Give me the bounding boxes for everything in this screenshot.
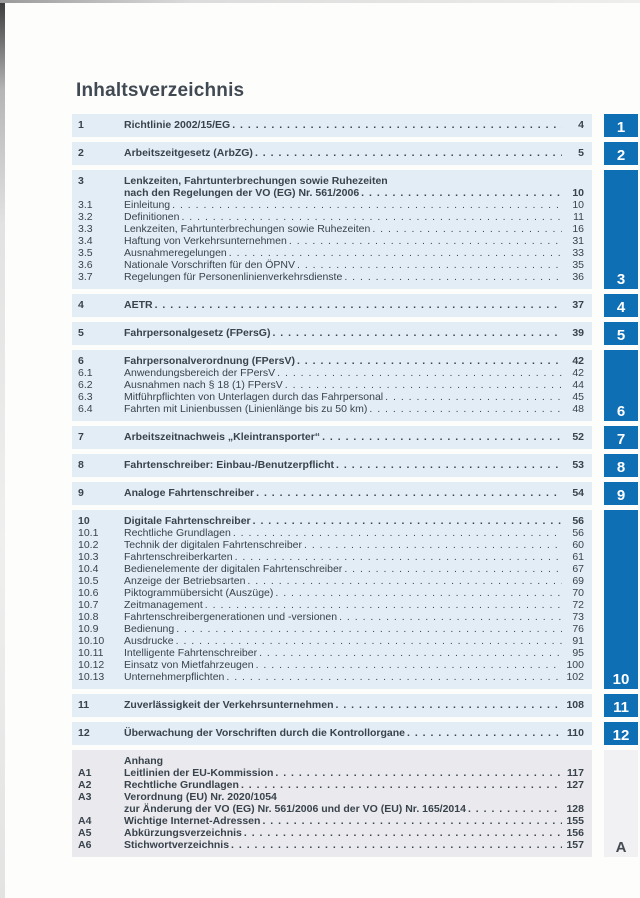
toc-row-line — [78, 727, 584, 739]
toc-row-number: A3 — [78, 791, 92, 803]
toc-row-page: 110 — [567, 727, 584, 739]
toc-row-line — [78, 779, 584, 791]
toc-row-title: Anzeige der Betriebsarten — [124, 575, 246, 587]
dot-leader — [244, 827, 562, 839]
toc-row-line — [78, 575, 584, 587]
toc-row-title: Einsatz von Mietfahrzeugen — [124, 659, 254, 671]
toc-row-page: 56 — [572, 515, 584, 527]
scan-edge-left — [0, 0, 5, 898]
toc-row-title: Überwachung der Vorschriften durch die Kontrollorgane — [124, 727, 406, 739]
toc-group-6 — [72, 350, 638, 421]
toc-row-title: Fahrtenschreibergenerationen und -versionen — [124, 611, 338, 623]
tab-column — [592, 142, 638, 165]
toc-row-page: 16 — [572, 223, 584, 235]
toc-row-page: 70 — [572, 587, 584, 599]
toc-row-title: Rechtliche Grundlagen — [124, 779, 239, 791]
toc-row-page: 91 — [572, 635, 584, 647]
toc-row-title: Nationale Vorschriften für den ÖPNV — [124, 259, 296, 271]
toc-row-page: 44 — [572, 379, 584, 391]
toc-row-page: 61 — [572, 551, 584, 563]
toc-row-title: Lenkzeiten, Fahrtunterbrechungen sowie Ruhezeiten — [124, 223, 371, 235]
toc-row-page: 5 — [578, 147, 584, 159]
toc-band-3 — [72, 170, 592, 289]
dot-leader — [172, 199, 562, 211]
toc-row-page: 72 — [572, 599, 584, 611]
section-tab-12: 12 — [604, 722, 638, 745]
toc-row-number: 3.3 — [78, 223, 93, 235]
section-tab-6: 6 — [604, 350, 638, 421]
toc-band-4 — [72, 294, 592, 317]
toc-row-line — [78, 199, 584, 211]
toc-row-page: 4 — [578, 119, 584, 131]
toc-row-page: 157 — [566, 839, 584, 851]
toc-row-line — [78, 699, 584, 711]
toc-row-page: 10 — [572, 187, 584, 199]
dot-leader — [369, 403, 562, 415]
toc-row-title: Digitale Fahrtenschreiber — [124, 515, 251, 527]
toc-row-page: 102 — [566, 671, 584, 683]
toc-group-12 — [72, 722, 638, 745]
toc-row-number: A1 — [78, 767, 92, 779]
toc-row-title: Lenkzeiten, Fahrtunterbrechungen sowie Ruhezeiten — [124, 175, 388, 187]
toc-row-page: 39 — [572, 327, 584, 339]
toc-row-title: Unternehmerpflichten — [124, 671, 225, 683]
tab-column — [592, 114, 638, 137]
toc-row-line — [78, 211, 584, 223]
toc-row-line — [78, 175, 584, 187]
section-tab-A: A — [604, 750, 638, 857]
dot-leader — [297, 355, 562, 367]
toc-row-number: 10.1 — [78, 527, 99, 539]
toc-row-line — [78, 431, 584, 443]
toc-row-number: 10.5 — [78, 575, 99, 587]
toc-row-number: 10.8 — [78, 611, 99, 623]
toc-row-line — [78, 647, 584, 659]
toc-row-number: 3.1 — [78, 199, 93, 211]
toc-row-line — [78, 539, 584, 551]
toc-row-title: nach den Regelungen der VO (EG) Nr. 561/2006 — [124, 187, 360, 199]
toc-row-title: Piktogrammübersicht (Auszüge) — [124, 587, 274, 599]
toc-row-page: 155 — [566, 815, 584, 827]
tab-column — [592, 694, 638, 717]
dot-leader — [256, 487, 562, 499]
toc-row-line — [78, 187, 584, 199]
toc-row-title: Anwendungsbereich der FPersV — [124, 367, 276, 379]
toc-row-number: 3.4 — [78, 235, 93, 247]
toc-row-title: Arbeitszeitnachweis „Kleintransporter“ — [124, 431, 321, 443]
toc-row-line — [78, 611, 584, 623]
tab-column — [592, 350, 638, 421]
toc-row-page: 100 — [566, 659, 584, 671]
tab-column — [592, 750, 638, 857]
toc-row-page: 128 — [566, 803, 584, 815]
toc-row-number: 10.3 — [78, 551, 99, 563]
toc-group-10 — [72, 510, 638, 689]
toc-row-number: 3 — [78, 175, 84, 187]
toc-row-line — [78, 299, 584, 311]
toc-row-line — [78, 767, 584, 779]
toc-row-number: 6.2 — [78, 379, 93, 391]
toc-row-title: Leitlinien der EU-Kommission — [124, 767, 274, 779]
toc-row-line — [78, 527, 584, 539]
toc-row-number: 10.6 — [78, 587, 99, 599]
toc-row-title: Richtlinie 2002/15/EG — [124, 119, 231, 131]
toc-row-line — [78, 271, 584, 283]
dot-leader — [304, 539, 562, 551]
toc-row-title: Fahrpersonalverordnung (FPersV) — [124, 355, 295, 367]
toc-row-title: Rechtliche Grundlagen — [124, 527, 231, 539]
toc-row-line — [78, 119, 584, 131]
toc-row-page: 48 — [572, 403, 584, 415]
toc-page — [72, 80, 638, 862]
toc-row-number: 3.5 — [78, 247, 93, 259]
dot-leader — [275, 587, 562, 599]
toc-row-page: 127 — [566, 779, 584, 791]
dot-leader — [344, 271, 562, 283]
dot-leader — [241, 779, 562, 791]
toc-row-page: 56 — [572, 527, 584, 539]
toc-row-title: zur Änderung der VO (EG) Nr. 561/2006 und der VO (EU) Nr. 165/2014 — [124, 803, 466, 815]
toc-row-number: 1 — [78, 119, 84, 131]
dot-leader — [272, 327, 562, 339]
tab-column — [592, 482, 638, 505]
dot-leader — [468, 803, 562, 815]
toc-row-number: A4 — [78, 815, 92, 827]
toc-row-line — [78, 659, 584, 671]
toc-row-title: Bedienung — [124, 623, 175, 635]
page-title: Inhaltsverzeichnis — [76, 80, 245, 101]
toc-row-number: 6 — [78, 355, 84, 367]
toc-row-page: 10 — [572, 199, 584, 211]
toc-row-title: Anhang — [124, 755, 164, 767]
toc-list — [72, 114, 638, 857]
section-tab-4: 4 — [604, 294, 638, 317]
toc-row-title: Bedienelemente der digitalen Fahrtenschreiber — [124, 563, 343, 575]
toc-row-line — [78, 791, 584, 803]
toc-row-page: 42 — [572, 367, 584, 379]
toc-row-number: 3.6 — [78, 259, 93, 271]
dot-leader — [235, 551, 562, 563]
toc-row-number: A6 — [78, 839, 92, 851]
toc-row-line — [78, 599, 584, 611]
toc-band-5 — [72, 322, 592, 345]
toc-row-number: 10.11 — [78, 647, 104, 659]
toc-row-number: 10.2 — [78, 539, 99, 551]
toc-row-title: Haftung von Verkehrsunternehmen — [124, 235, 287, 247]
toc-row-number: 2 — [78, 147, 84, 159]
toc-row-line — [78, 379, 584, 391]
toc-row-title: Einleitung — [124, 199, 171, 211]
dot-leader — [275, 767, 562, 779]
toc-row-number: 8 — [78, 459, 84, 471]
toc-row-title: Zeitmanagement — [124, 599, 203, 611]
toc-row-line — [78, 355, 584, 367]
toc-row-page: 33 — [572, 247, 584, 259]
dot-leader — [372, 223, 562, 235]
toc-row-line — [78, 635, 584, 647]
toc-row-line — [78, 551, 584, 563]
toc-row-page: 117 — [567, 767, 584, 779]
toc-band-7 — [72, 426, 592, 449]
dot-leader — [336, 699, 562, 711]
toc-row-number: 11 — [78, 699, 90, 711]
toc-row-page: 60 — [572, 539, 584, 551]
toc-group-4 — [72, 294, 638, 317]
dot-leader — [285, 379, 562, 391]
toc-group-11 — [72, 694, 638, 717]
toc-group-A — [72, 750, 638, 857]
dot-leader — [259, 647, 562, 659]
toc-row-page: 108 — [566, 699, 584, 711]
toc-row-page: 76 — [572, 623, 584, 635]
scan-edge-top — [0, 0, 640, 3]
toc-row-page: 31 — [572, 235, 584, 247]
dot-leader — [255, 147, 562, 159]
section-tab-7: 7 — [604, 426, 638, 449]
toc-row-title: Fahrtenschreiberkarten — [124, 551, 233, 563]
toc-row-page: 37 — [572, 299, 584, 311]
toc-group-7 — [72, 426, 638, 449]
toc-row-number: 9 — [78, 487, 84, 499]
dot-leader — [253, 515, 562, 527]
toc-band-A — [72, 750, 592, 857]
dot-leader — [336, 459, 562, 471]
dot-leader — [181, 211, 562, 223]
toc-row-line — [78, 147, 584, 159]
toc-row-number: 10 — [78, 515, 90, 527]
toc-row-title: Ausdrucke — [124, 635, 174, 647]
toc-group-5 — [72, 322, 638, 345]
toc-row-page: 45 — [572, 391, 584, 403]
toc-group-2 — [72, 142, 638, 165]
toc-row-title: Mitführpflichten von Unterlagen durch das Fahrpersonal — [124, 391, 384, 403]
toc-row-title: Intelligente Fahrtenschreiber — [124, 647, 258, 659]
toc-row-page: 73 — [572, 611, 584, 623]
dot-leader — [231, 839, 562, 851]
dot-leader — [155, 299, 562, 311]
toc-group-9 — [72, 482, 638, 505]
toc-row-line — [78, 247, 584, 259]
dot-leader — [385, 391, 562, 403]
dot-leader — [289, 235, 562, 247]
toc-row-line — [78, 391, 584, 403]
toc-row-line — [78, 839, 584, 851]
toc-row-number: 10.10 — [78, 635, 105, 647]
toc-band-1 — [72, 114, 592, 137]
toc-band-6 — [72, 350, 592, 421]
toc-row-number: 12 — [78, 727, 90, 739]
toc-band-12 — [72, 722, 592, 745]
section-tab-10: 10 — [604, 510, 638, 689]
section-tab-8: 8 — [604, 454, 638, 477]
dot-leader — [344, 563, 562, 575]
toc-row-number: 10.7 — [78, 599, 99, 611]
toc-row-number: 10.12 — [78, 659, 105, 671]
toc-row-number: 6.1 — [78, 367, 93, 379]
toc-row-title: Ausnahmeregelungen — [124, 247, 227, 259]
section-tab-9: 9 — [604, 482, 638, 505]
toc-row-number: A5 — [78, 827, 92, 839]
toc-row-page: 11 — [573, 211, 584, 223]
toc-row-title: Ausnahmen nach § 18 (1) FPersV — [124, 379, 283, 391]
section-tab-3: 3 — [604, 170, 638, 289]
toc-row-line — [78, 259, 584, 271]
toc-row-number: 6.4 — [78, 403, 93, 415]
toc-row-number: A2 — [78, 779, 92, 791]
toc-band-10 — [72, 510, 592, 689]
toc-row-page: 35 — [572, 259, 584, 271]
toc-row-line — [78, 459, 584, 471]
dot-leader — [361, 187, 562, 199]
toc-row-number: 6.3 — [78, 391, 93, 403]
dot-leader — [176, 623, 562, 635]
tab-column — [592, 454, 638, 477]
toc-row-line — [78, 587, 584, 599]
toc-row-line — [78, 803, 584, 815]
toc-group-3 — [72, 170, 638, 289]
toc-row-line — [78, 223, 584, 235]
section-tab-11: 11 — [604, 694, 638, 717]
toc-row-line — [78, 563, 584, 575]
dot-leader — [233, 527, 562, 539]
toc-row-title: Fahrtenschreiber: Einbau-/Benutzerpflicht — [124, 459, 335, 471]
toc-row-title: Abkürzungsverzeichnis — [124, 827, 242, 839]
toc-row-title: Fahrpersonalgesetz (FPersG) — [124, 327, 271, 339]
toc-band-8 — [72, 454, 592, 477]
toc-row-line — [78, 515, 584, 527]
toc-row-title: Zuverlässigkeit der Verkehrsunternehmen — [124, 699, 334, 711]
toc-row-title: Regelungen für Personenlinienverkehrsdienste — [124, 271, 343, 283]
toc-row-title: Definitionen — [124, 211, 180, 223]
toc-row-line — [78, 327, 584, 339]
dot-leader — [339, 611, 562, 623]
toc-row-title: Verordnung (EU) Nr. 2020/1054 — [124, 791, 277, 803]
toc-row-number: 3.7 — [78, 271, 93, 283]
toc-row-line — [78, 815, 584, 827]
toc-band-11 — [72, 694, 592, 717]
section-tab-5: 5 — [604, 322, 638, 345]
dot-leader — [176, 635, 562, 647]
toc-row-line — [78, 367, 584, 379]
tab-column — [592, 426, 638, 449]
tab-column — [592, 294, 638, 317]
dot-leader — [256, 659, 562, 671]
toc-row-line — [78, 827, 584, 839]
dot-leader — [226, 671, 562, 683]
toc-row-line — [78, 487, 584, 499]
dot-leader — [247, 575, 562, 587]
toc-row-number: 10.9 — [78, 623, 99, 635]
toc-row-line — [78, 755, 584, 767]
section-tab-1: 1 — [604, 114, 638, 137]
toc-row-page: 53 — [572, 459, 584, 471]
dot-leader — [297, 259, 562, 271]
dot-leader — [205, 599, 562, 611]
tab-column — [592, 322, 638, 345]
toc-row-page: 54 — [572, 487, 584, 499]
toc-row-page: 42 — [572, 355, 584, 367]
toc-row-number: 10.4 — [78, 563, 99, 575]
toc-row-number: 5 — [78, 327, 84, 339]
toc-row-title: Wichtige Internet-Adressen — [124, 815, 261, 827]
toc-group-8 — [72, 454, 638, 477]
dot-leader — [229, 247, 562, 259]
toc-row-page: 69 — [572, 575, 584, 587]
toc-row-number: 3.2 — [78, 211, 93, 223]
toc-row-title: Analoge Fahrtenschreiber — [124, 487, 255, 499]
toc-row-title: AETR — [124, 299, 153, 311]
toc-band-9 — [72, 482, 592, 505]
toc-row-page: 36 — [572, 271, 584, 283]
toc-row-number: 4 — [78, 299, 84, 311]
toc-group-1 — [72, 114, 638, 137]
toc-row-line — [78, 235, 584, 247]
section-tab-2: 2 — [604, 142, 638, 165]
toc-row-line — [78, 671, 584, 683]
tab-column — [592, 510, 638, 689]
dot-leader — [232, 119, 562, 131]
toc-row-title: Stichwortverzeichnis — [124, 839, 230, 851]
tab-column — [592, 722, 638, 745]
toc-row-number: 7 — [78, 431, 84, 443]
toc-row-page: 67 — [572, 563, 584, 575]
toc-row-page: 156 — [566, 827, 584, 839]
toc-row-title: Arbeitszeitgesetz (ArbZG) — [124, 147, 253, 159]
toc-row-title: Fahrten mit Linienbussen (Linienlänge bis zu 50 km) — [124, 403, 368, 415]
toc-row-number: 10.13 — [78, 671, 105, 683]
toc-band-2 — [72, 142, 592, 165]
dot-leader — [407, 727, 562, 739]
toc-row-page: 95 — [572, 647, 584, 659]
dot-leader — [277, 367, 562, 379]
toc-row-page: 52 — [572, 431, 584, 443]
toc-row-line — [78, 623, 584, 635]
dot-leader — [262, 815, 562, 827]
tab-column — [592, 170, 638, 289]
toc-row-title: Technik der digitalen Fahrtenschreiber — [124, 539, 303, 551]
dot-leader — [322, 431, 562, 443]
toc-row-line — [78, 403, 584, 415]
